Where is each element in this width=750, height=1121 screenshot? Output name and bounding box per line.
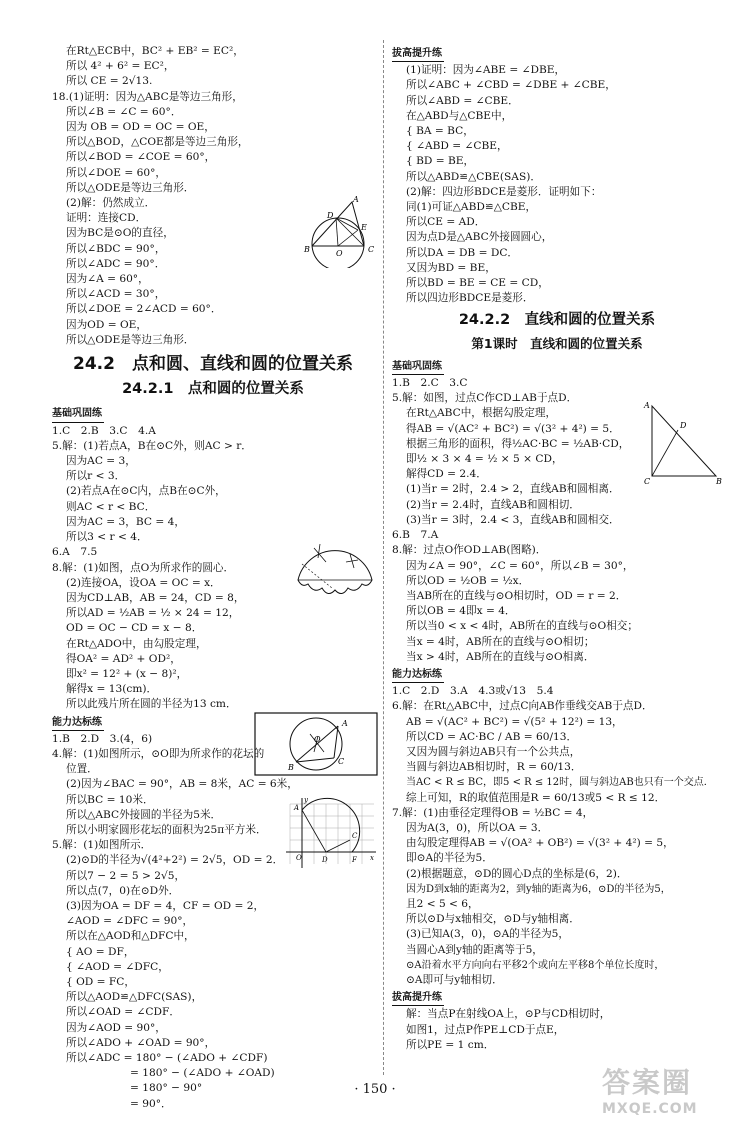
text-line: 18.(1)证明：因为△ABC是等边三角形， xyxy=(52,90,243,103)
text-line: 所以△ODE是等边三角形． xyxy=(66,333,195,346)
text-line: AB = √(AC² + BC²) = √(5² + 12²) = 13， xyxy=(406,715,623,728)
page-number: · 150 · xyxy=(354,1082,396,1097)
section-title: 24.2 点和圆、直线和圆的位置关系 xyxy=(73,354,353,375)
subsection-title: 24.2.1 点和圆的位置关系 xyxy=(122,381,304,398)
figure-label: D xyxy=(327,211,334,220)
text-line: 因为 OB = OD = OC = OE， xyxy=(66,121,215,134)
text-line: = 180° − (∠ADO + ∠OAD) xyxy=(130,1067,275,1080)
text-line: 7.解：(1)由垂径定理得OB = ½BC = 4， xyxy=(392,806,594,819)
section-tag: 拔高提升练 xyxy=(392,990,444,1006)
figure-label: C xyxy=(644,477,651,486)
text-line: 所以 4² + 6² = EC²， xyxy=(66,60,175,73)
figure-label: A xyxy=(353,196,359,204)
text-line: 所以△ABD≌△CBE(SAS)． xyxy=(406,170,541,183)
text-line: 即x² = 12² + (x − 8)²， xyxy=(66,667,188,680)
figure-18-circle-triangle xyxy=(300,196,382,268)
text-line: { OD = FC， xyxy=(66,975,135,988)
column-divider xyxy=(383,40,385,1075)
text-line: 在Rt△ADO中，由勾股定理， xyxy=(66,637,207,650)
text-line: OD = OC − CD = x − 8． xyxy=(66,622,203,635)
text-line: 在Rt△ECB中，BC² + EB² = EC²， xyxy=(66,45,244,57)
text-line: 所以DA = DB = DC． xyxy=(406,246,519,259)
figure-label: F xyxy=(352,856,357,864)
watermark xyxy=(602,1061,742,1117)
text-line: 所以此残片所在圆的半径为13 cm． xyxy=(66,698,237,711)
text-line: 8.解：(1)如图，点O为所求作的圆心． xyxy=(52,561,235,574)
left-block-1 xyxy=(52,44,374,90)
text-line: 在Rt△ABC中，根据勾股定理， xyxy=(406,407,557,420)
text-line: 且2 < 5 < 6， xyxy=(406,897,479,910)
text-line: 所以△BOD，△COE都是等边三角形， xyxy=(66,136,249,149)
text-line: { BA = BC， xyxy=(406,125,474,138)
right-column xyxy=(392,44,722,1053)
text-line: (2)若点A在⊙C内，点B在⊙C外， xyxy=(66,485,226,498)
text-line: 所以△ABC外接圆的半径为5米． xyxy=(66,808,222,821)
text-line: 所以PE = 1 cm． xyxy=(406,1038,495,1051)
text-line: 所以OD = ½OB = ½x． xyxy=(406,574,530,587)
text-line: 如图1，过点P作PE⊥CD于点E， xyxy=(406,1023,565,1036)
text-line: 当x = 4时，AB所在的直线与⊙O相切； xyxy=(406,635,595,648)
text-line: 所以△ODE是等边三角形． xyxy=(66,181,195,194)
text-line: (2)根据题意，⊙D的圆心D点的坐标是(6，2)． xyxy=(406,867,628,880)
text-line: 5.解：(1)若点A，B在⊙C外，则AC > r． xyxy=(52,439,252,452)
text-line: 1.C 2.B 3.C 4.A xyxy=(52,424,156,437)
text-line: 1.C 2.D 3.A 4.3或√13 5.4 xyxy=(392,685,554,698)
text-line: ∠AOD = ∠DFC = 90°， xyxy=(66,915,194,928)
text-line: 因为A(3，0)，所以OA = 3． xyxy=(406,821,549,834)
right-block-1 xyxy=(392,63,722,306)
text-line: ⊙A即可与y轴相切． xyxy=(406,973,503,986)
text-line: 所以点(7，0)在⊙D外． xyxy=(66,884,180,897)
text-line: 因为∠A = 90°，∠C = 60°，所以∠B = 30°， xyxy=(406,559,634,572)
text-line: (2)解：仍然成立． xyxy=(66,197,156,210)
text-line: 1.B 2.D 3.(4，6) xyxy=(52,732,153,745)
text-line: 所以∠BDC = 90°， xyxy=(66,242,166,255)
text-line: 所以△AOD≌△DFC(SAS)， xyxy=(66,991,203,1004)
text-line: 又因为BD = BE， xyxy=(406,261,496,274)
figure-label: y xyxy=(304,796,308,804)
text-line: 因为BC是⊙O的直径， xyxy=(66,227,174,240)
figure-label: A xyxy=(294,804,300,812)
right-block-4 xyxy=(392,1007,722,1053)
text-line: 因为D到x轴的距离为2，到y轴的距离为6，⊙D的半径为5， xyxy=(406,883,671,895)
text-line: 所以∠ADC = 180° − (∠ADO + ∠CDF) xyxy=(66,1052,268,1064)
figure-label: C xyxy=(338,757,345,766)
text-line: 所以3 < r < 4． xyxy=(66,531,148,544)
text-line: (1)当r = 2时，2.4 > 2，直线AB和圆相离． xyxy=(406,483,620,496)
text-line: 所以AD = ½AB = ½ × 24 = 12， xyxy=(66,607,240,620)
text-line: 综上可知，R的取值范围是R = 60/13或5 < R ≤ 12． xyxy=(406,791,666,804)
text-line: 所以∠DOE = 2∠ACD = 60°． xyxy=(66,303,222,316)
text-line: 同(1)可证△ABD≌△CBE， xyxy=(406,201,537,214)
text-line: 所以 CE = 2√13. xyxy=(66,75,153,88)
right-block-3 xyxy=(392,684,722,988)
text-line: 由勾股定理得AB = √(OA² + OB²) = √(3² + 4²) = 5， xyxy=(406,837,674,850)
text-line: (3)已知A(3，0)，⊙A的半径为5， xyxy=(406,928,570,941)
text-line: 当AC < R ≤ BC，即5 < R ≤ 12时，圆与斜边AB也只有一个交点． xyxy=(406,777,714,789)
figure-label: D xyxy=(322,856,328,864)
section-tag: 基础巩固练 xyxy=(392,359,444,375)
text-line: 所以当0 < x < 4时，AB所在的直线与⊙O相交； xyxy=(406,620,638,633)
text-line: (3)因为OA = DF = 4，CF = OD = 2， xyxy=(66,899,265,912)
text-line: 6.B 7.A xyxy=(392,529,439,542)
text-line: 所以7 − 2 = 5 > 2√5， xyxy=(66,869,186,882)
text-line: 因为点D是△ABC外接圆圆心， xyxy=(406,231,553,244)
text-line: (2)解：四边形BDCE是菱形．证明如下： xyxy=(406,185,602,198)
text-line: 所以CD = AC·BC / AB = 60/13． xyxy=(406,730,578,743)
text-line: 得OA² = AD² + OD²， xyxy=(66,652,181,665)
text-line: 因为CD⊥AB，AB = 24，CD = 8， xyxy=(66,591,245,604)
text-line: 所以BD = BE = CE = CD， xyxy=(406,277,549,290)
text-line: 位置． xyxy=(66,763,98,776)
text-line: 所以小明家圆形花坛的面积为25π平方米． xyxy=(66,823,267,836)
text-line: 得AB = √(AC² + BC²) = √(3² + 4²) = 5． xyxy=(406,422,620,435)
text-line: 所以⊙D与x轴相交，⊙D与y轴相离． xyxy=(406,913,580,926)
text-line: 6.解：在Rt△ABC中，过点C向AB作垂线交AB于点D． xyxy=(392,700,653,713)
text-line: 所以BC = 10米． xyxy=(66,793,154,806)
watermark-line-1: 答案圈 xyxy=(602,1066,693,1099)
text-line: 因为AC = 3， xyxy=(66,455,136,468)
text-line: 解得CD = 2.4． xyxy=(406,468,487,481)
text-line: 6.A 7.5 xyxy=(52,546,98,559)
text-line: (2)因为∠BAC = 90°，AB = 8米，AC = 6米， xyxy=(66,778,298,791)
text-line: { ∠AOD = ∠DFC， xyxy=(66,960,169,973)
text-line: 1.B 2.C 3.C xyxy=(392,377,468,390)
section-tag: 能力达标练 xyxy=(52,715,104,731)
subsection-title: 24.2.2 直线和圆的位置关系 xyxy=(458,312,656,329)
text-line: 因为AC = 3，BC = 4， xyxy=(66,515,185,528)
figure-label: A xyxy=(342,719,348,728)
figure-label: D xyxy=(680,421,687,430)
text-line: 所以r < 3． xyxy=(66,470,126,483)
text-line: (1)证明：因为∠ABE = ∠DBE， xyxy=(406,64,566,77)
text-line: { BD = BE， xyxy=(406,155,475,168)
text-line: { ∠ABD = ∠CBE， xyxy=(406,140,508,153)
text-line: = 90°． xyxy=(130,1097,172,1110)
text-line: 所以∠B = ∠C = 60°． xyxy=(66,105,182,118)
text-line: 所以在△AOD和△DFC中， xyxy=(66,930,195,943)
figure-right-5-triangle xyxy=(640,400,724,486)
text-line: 所以CE = AD． xyxy=(406,216,486,229)
figure-label: B xyxy=(288,763,294,772)
text-line: 所以∠ABC + ∠CBD = ∠DBE + ∠CBE， xyxy=(406,79,616,92)
text-line: 解：当点P在射线OA上，⊙P与CD相切时， xyxy=(406,1008,611,1021)
text-line: 因为∠A = 60°， xyxy=(66,273,149,286)
section-tag: 拔高提升练 xyxy=(392,46,444,62)
figure-8-broken-plate xyxy=(292,540,378,612)
text-line: 4.解：(1)如图所示，⊙O即为所求作的花坛的 xyxy=(52,747,265,760)
figure-label: A xyxy=(644,401,650,410)
text-line: 因为∠AOD = 90°， xyxy=(66,1021,166,1034)
text-line: 所以∠ADC = 90°． xyxy=(66,257,166,270)
figure-label: C xyxy=(352,832,358,840)
figure-label: O xyxy=(314,735,321,744)
figure-label: B xyxy=(716,477,722,486)
text-line: (2)当r = 2.4时，直线AB和圆相切． xyxy=(406,498,580,511)
text-line: 所以∠ABD = ∠CBE． xyxy=(406,94,519,107)
figure-label: E xyxy=(361,223,367,232)
text-line: 即⊙A的半径为5． xyxy=(406,852,493,865)
figure-5-grid-circle xyxy=(282,796,378,872)
text-line: 又因为圆与斜边AB只有一个公共点， xyxy=(406,745,581,758)
text-line: 所以∠BOD = ∠COE = 60°， xyxy=(66,151,216,164)
text-line: 所以∠DOE = 60°， xyxy=(66,166,166,179)
text-line: 当x > 4时，AB所在的直线与⊙O相离． xyxy=(406,650,595,663)
text-line: 则AC < r < BC． xyxy=(66,500,156,513)
watermark-line-2: MXQE.COM xyxy=(602,1101,698,1117)
text-line: 所以四边形BDCE是菱形． xyxy=(406,292,534,305)
text-line: 所以∠ACD = 30°， xyxy=(66,288,166,301)
left-block-4 xyxy=(52,732,374,1112)
text-line: 证明：连接CD． xyxy=(66,212,147,225)
text-line: (2)⊙D的半径为√(4²+2²) = 2√5，OD = 2． xyxy=(66,854,284,867)
text-line: = 180° − 90° xyxy=(130,1082,203,1095)
figure-label: x xyxy=(370,854,374,862)
text-line: 因为OD = OE， xyxy=(66,318,147,331)
text-line: 5.解：(1)如图所示． xyxy=(52,839,152,852)
text-line: 当AB所在的直线与⊙O相切时，OD = r = 2． xyxy=(406,589,627,602)
section-tag: 能力达标练 xyxy=(392,667,444,683)
text-line: 所以∠ADO + ∠OAD = 90°， xyxy=(66,1036,216,1049)
text-line: 根据三角形的面积，得½AC·BC = ½AB·CD， xyxy=(406,437,630,450)
figure-label: C xyxy=(368,245,375,254)
text-line: 在△ABD与△CBE中， xyxy=(406,109,513,122)
text-line: (2)连接OA，设OA = OC = x． xyxy=(66,576,221,589)
text-line: ⊙A沿着水平方向向右平移2个或向左平移8个单位长度时， xyxy=(406,959,665,971)
figure-label: O xyxy=(336,249,343,258)
text-line: 当圆心A到y轴的距离等于5， xyxy=(406,943,543,956)
text-line: 当圆与斜边AB相切时，R = 60/13． xyxy=(406,761,582,774)
figure-label: B xyxy=(304,245,310,254)
text-line: 8.解：过点O作OD⊥AB(图略)． xyxy=(392,544,547,557)
section-tag: 基础巩固练 xyxy=(52,406,104,422)
lesson-title: 第1课时 直线和圆的位置关系 xyxy=(471,335,643,351)
text-line: 所以OB = 4即x = 4． xyxy=(406,605,516,618)
text-line: { AO = DF， xyxy=(66,945,135,958)
text-line: 即½ × 3 × 4 = ½ × 5 × CD， xyxy=(406,453,563,466)
text-line: 解得x = 13(cm)． xyxy=(66,683,158,696)
figure-4-flowerbed xyxy=(254,712,378,776)
text-line: 所以∠OAD = ∠CDF． xyxy=(66,1006,180,1019)
text-line: (3)当r = 3时，2.4 < 3，直线AB和圆相交． xyxy=(406,513,620,526)
figure-label: O xyxy=(296,854,302,862)
text-line: 5.解：如图，过点C作CD⊥AB于点D． xyxy=(392,392,578,405)
